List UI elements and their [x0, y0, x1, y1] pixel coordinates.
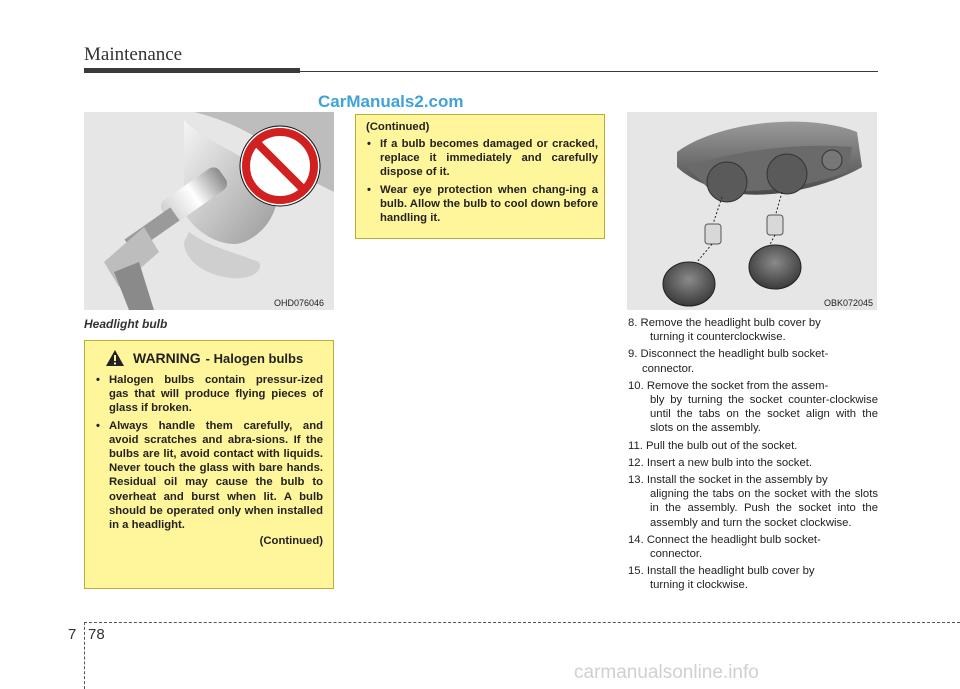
- figure-code: OBK072045: [823, 298, 873, 308]
- list-item: 11. Pull the bulb out of the socket.: [628, 439, 798, 452]
- continued-title: (Continued): [366, 121, 430, 133]
- figure-code: OHD076046: [274, 298, 325, 308]
- warning-list: [95, 373, 323, 532]
- page-header-title: Maintenance: [84, 44, 183, 65]
- footer-watermark-link[interactable]: carmanualsonline.info: [574, 662, 759, 683]
- hand-holding-bulb-icon: [84, 112, 334, 310]
- warning-title: WARNING: [133, 350, 201, 366]
- headlight-assembly-illustration: [627, 112, 877, 310]
- list-item: 9. Disconnect the headlight bulb socket- connector.: [628, 348, 829, 375]
- list-item: 14. Connect the headlight bulb socket- connector.: [628, 533, 821, 561]
- list-item: 12. Insert a new bulb into the socket.: [628, 456, 812, 469]
- footer-rule: [84, 622, 960, 623]
- headlight-assembly-icon: [627, 112, 877, 310]
- procedure-steps: [628, 316, 878, 596]
- warning-box: [84, 340, 334, 589]
- continued-list: [366, 137, 598, 225]
- halogen-bulb-illustration: [84, 112, 334, 310]
- header-rule: [300, 71, 878, 72]
- list-item: • Wear eye protection when chang-ing a bulb. Allow the bulb to cool down before handling it.: [366, 183, 598, 226]
- list-item: 10. Remove the socket from the assem- bly by turning the socket counter-clockwise until the tabs on the socket align with the slots on the assembly.: [628, 379, 878, 435]
- watermark-link[interactable]: CarManuals2.com: [318, 92, 464, 111]
- warning-header: [105, 349, 323, 367]
- list-item: • Always handle them carefully, and avoid scratches and abra-sions. If the bulbs are lit, avoid contact with liquids. Never touch the glass with bare hands. Residual oil may cause the bulb to overheat and burst when lit. A bulb should be operated only when installed in a headlight.: [95, 419, 323, 533]
- chapter-number: 7: [68, 626, 77, 643]
- page-number: 78: [88, 626, 105, 643]
- footer-divider: [84, 622, 85, 689]
- continued-label: (Continued): [259, 535, 323, 548]
- continued-warning-box: [355, 114, 605, 239]
- list-item: 15. Install the headlight bulb cover by turning it clockwise.: [628, 565, 815, 592]
- header-bar: [84, 68, 300, 73]
- figure-caption: Headlight bulb: [84, 317, 168, 331]
- warning-triangle-icon: [105, 349, 125, 367]
- list-item: 13. Install the socket in the assembly by aligning the tabs on the socket with the slots in the assembly. Push the socket into the assembly and turn the socket clockwise.: [628, 474, 878, 529]
- list-item: 8. Remove the headlight bulb cover by turning it counterclockwise.: [628, 317, 821, 344]
- list-item: • If a bulb becomes damaged or cracked, replace it immediately and carefully dispose of it.: [366, 137, 598, 180]
- warning-subtitle: - Halogen bulbs: [205, 350, 304, 366]
- list-item: • Halogen bulbs contain pressur-ized gas that will produce flying pieces of glass if broken.: [95, 373, 323, 416]
